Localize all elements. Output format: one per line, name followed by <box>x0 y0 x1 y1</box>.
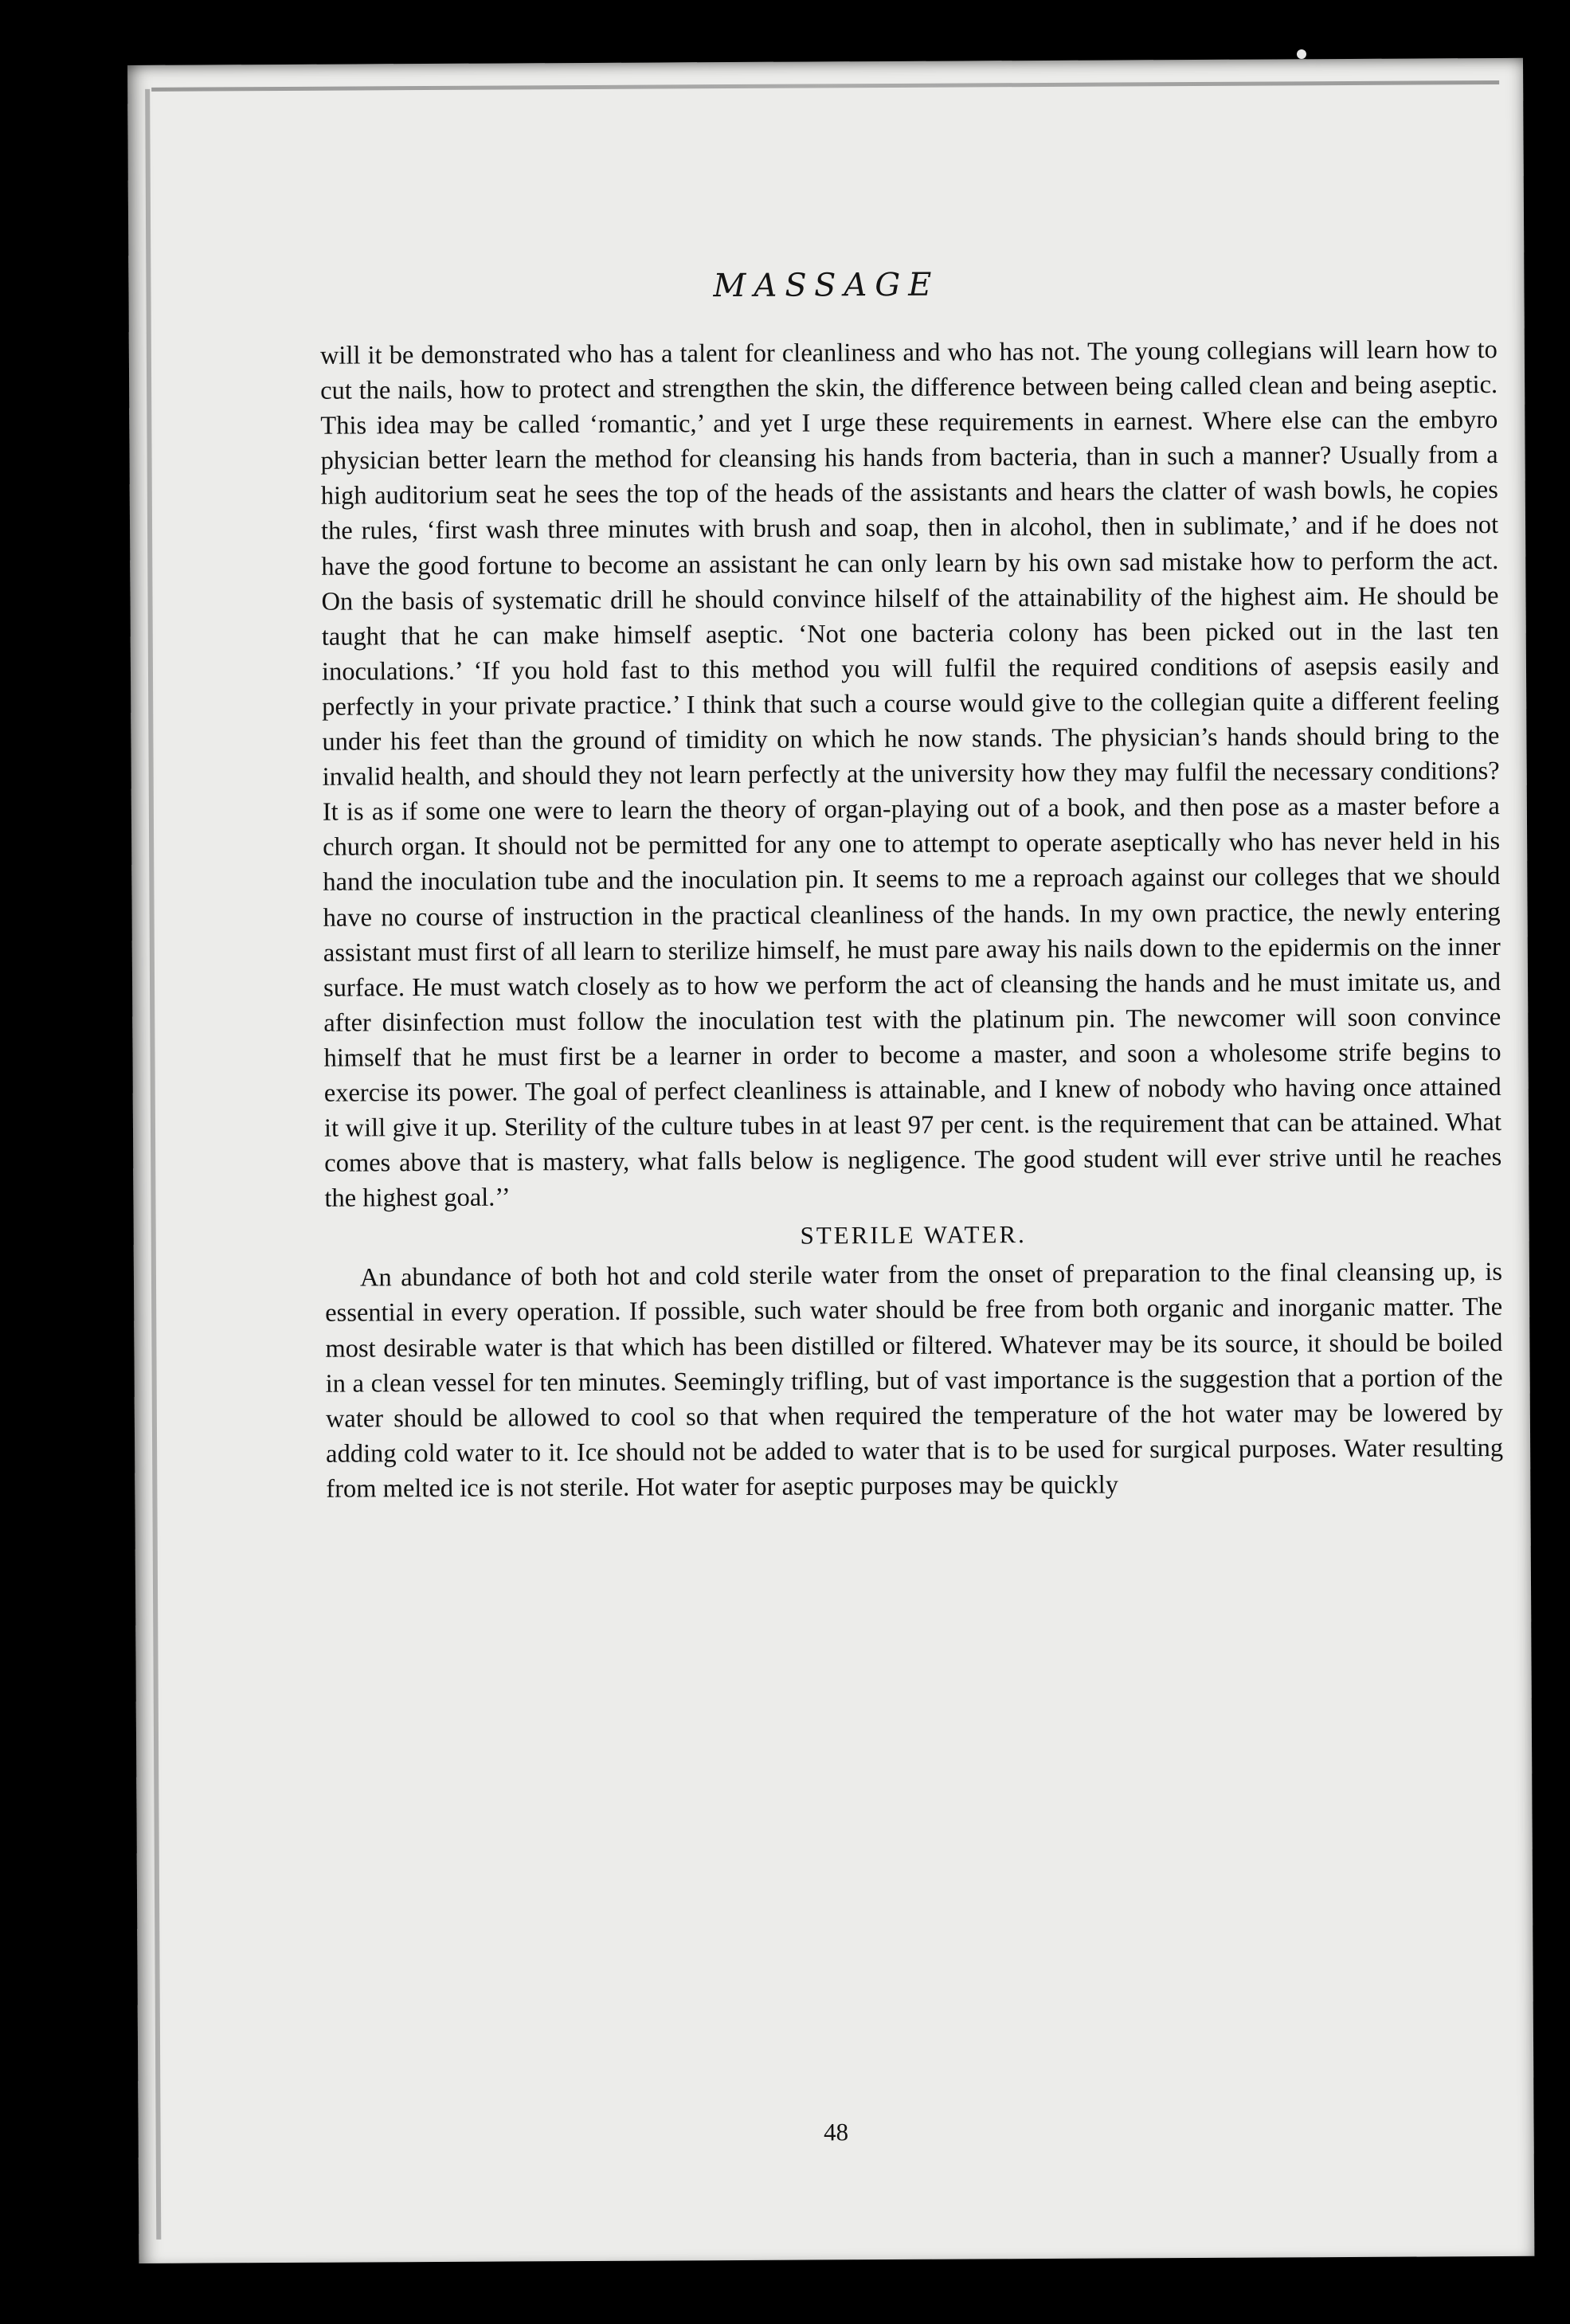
page-number: 48 <box>824 2118 849 2146</box>
page-top-edge-shadow <box>151 80 1499 92</box>
running-head: MASSAGE <box>713 266 940 305</box>
paragraph-sterile-water: An abundance of both hot and cold sterile water from the onset of preparation to the final cleansing up, is essential in every operation. If possible, such water should be free from both organic and inorganic matter. The most desirable water is that which has been distilled or filtered. Whatever may be its source, it should be boiled in a clean vessel for ten minutes. Seemingly trifling, but of vast importance is the suggestion that a portion of the water should be allowed to cool so that when required the temperature of the hot water may be lowered by adding cold water to it. Ice should not be added to water that is to be used for surgical purposes. Water resulting from melted ice is not sterile. Hot water for aseptic purposes may be quickly <box>325 1258 1504 1504</box>
dust-speck <box>1297 49 1306 59</box>
paragraph-continued: will it be demonstrated who has a talent for cleanliness and who has not. The young collegians will learn how to cut the nails, how to protect and strengthen the skin, the difference between being called clean and being aseptic. This idea may be called ‘romantic,’ and yet I urge these requirements in earnest. Where else can the embyro physician better learn the method for cleansing his hands from bacteria, than in such a manner? Usually from a high auditorium seat he sees the top of the heads of the assistants and hears the clatter of wash bowls, he copies the rules, ‘first wash three minutes with brush and soap, then in alcohol, then in sublimate,’ and if he does not have the good fortune to become an assistant he can only learn by his own sad mistake how to perform the act. On the basis of systematic drill he should convince hilself of the attainability of the highest aim. He should be taught that he can make himself aseptic. ‘Not one bacteria colony has been picked out in the last ten inoculations.’ ‘If you hold fast to this method you will fulfil the required conditions of asepsis easily and perfectly in your private practice.’ I think that such a course would give to the collegian quite a different feeling under his feet than the ground of timidity on which he now stands. The physician’s hands should bring to the invalid health, and should they not learn perfectly at the university how they may fulfil the necessary conditions? It is as if some one were to learn the theory of organ-playing out of a book, and then pose as a master before a church organ. It should not be permitted for any one to attempt to operate aseptically who has never held in his hand the inoculation tube and the inoculation pin. It seems to me a reproach against our colleges that we should have no course of instruction in the practical cleanliness of the hands. In my own practice, the newly entering assistant must first of all learn to sterilize himself, he must pare away his nails down to the epidermis on the inner surface. He must watch closely as to how we perform the act of cleansing the hands and he must imitate us, and after disinfection must follow the inoculation test with the platinum pin. The newcomer will soon convince himself that he must first be a learner in order to become a master, and soon a wholesome strife begins to exercise its power. The goal of perfect cleanliness is attainable, and I knew of nobody who having once attained it will give it up. Sterility of the culture tubes in at least 97 per cent. is the requirement that can be attained. What comes above that is mastery, what falls below is negligence. The good student will ever strive until he reaches the highest goal.’’ <box>319 335 1502 1213</box>
section-heading-sterile-water: STERILE WATER. <box>800 1220 1027 1250</box>
body-text <box>320 332 1504 1507</box>
book-page <box>127 58 1534 2263</box>
page-gutter-shadow <box>145 89 161 2240</box>
